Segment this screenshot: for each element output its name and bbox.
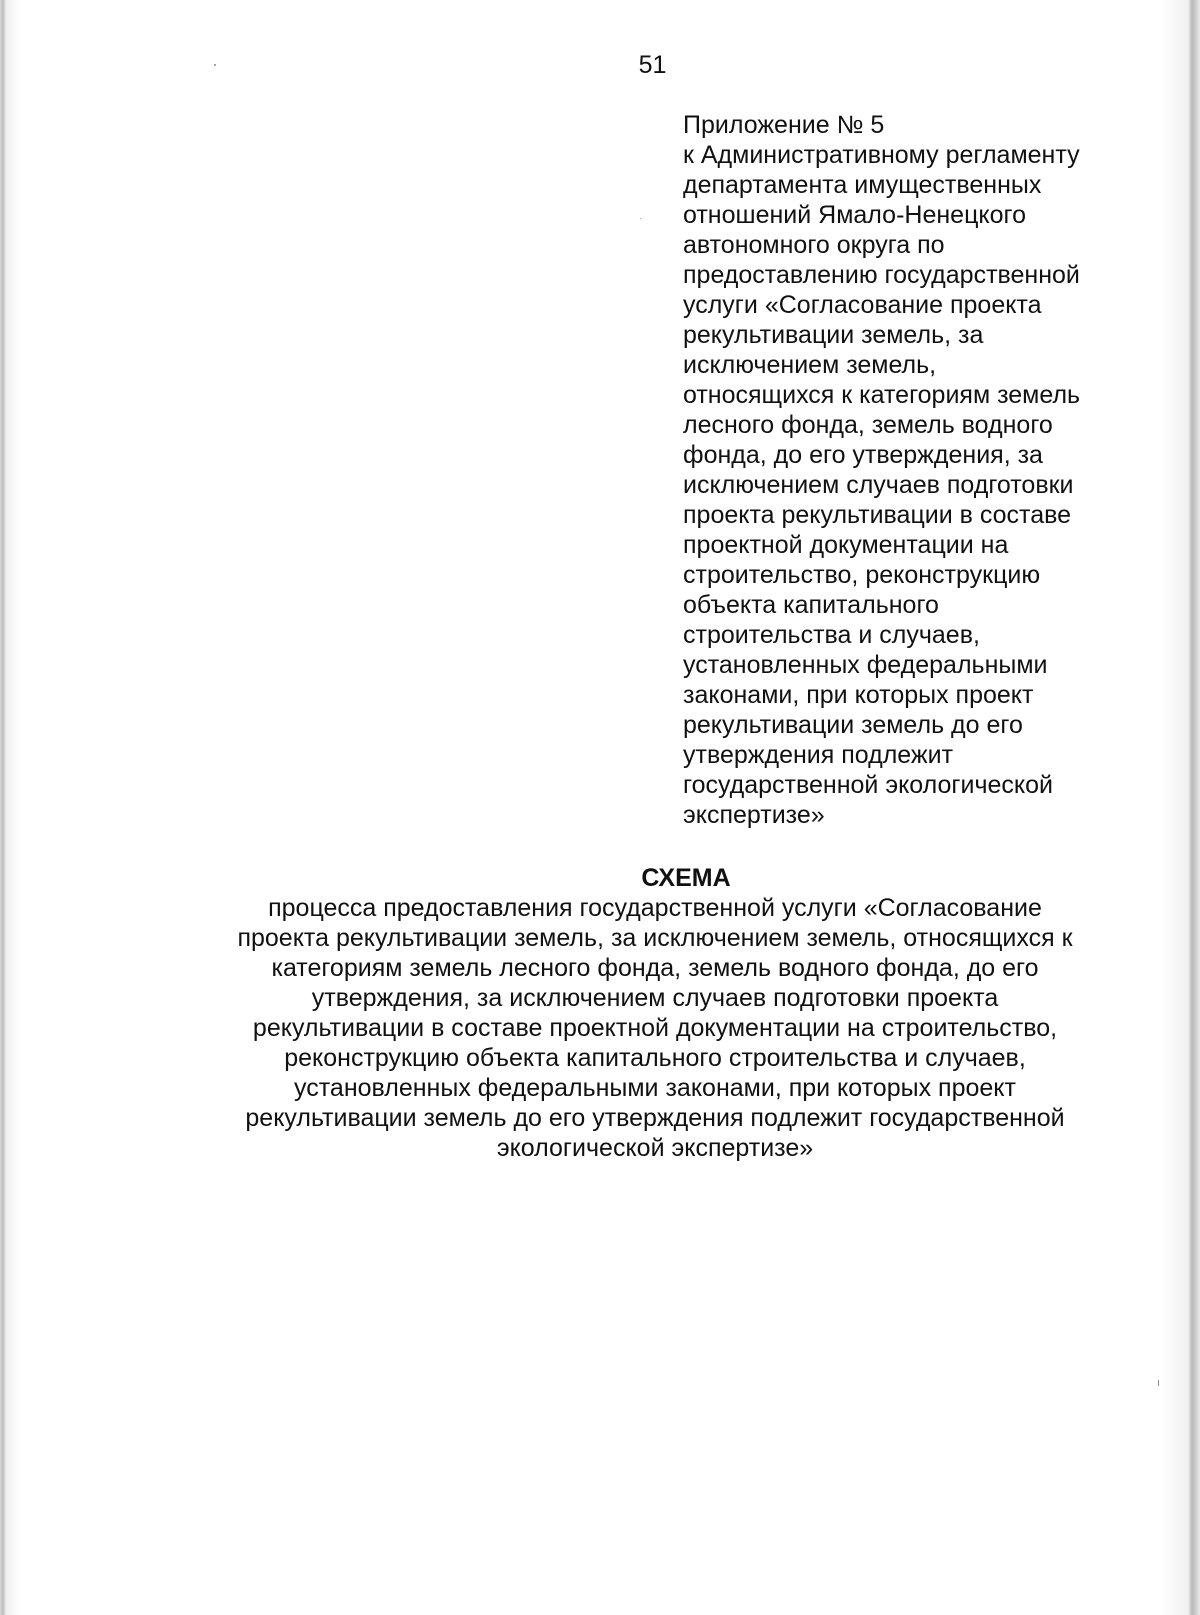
appendix-line: рекультивации земель до его — [683, 711, 1023, 739]
appendix-line: относящихся к категориям земель — [683, 381, 1081, 409]
appendix-line: исключением случаев подготовки — [683, 471, 1074, 499]
scheme-description-line: реконструкцию объекта капитального строительства и случаев, — [284, 1044, 1026, 1072]
appendix-line: исключением земель, — [683, 351, 937, 379]
appendix-line: фонда, до его утверждения, за — [683, 441, 1043, 469]
scheme-section — [180, 863, 1130, 1163]
appendix-line: автономного округа по — [683, 231, 945, 259]
appendix-line: строительства и случаев, — [683, 621, 980, 649]
appendix-line: объекта капитального — [683, 591, 939, 619]
scheme-description-line: проекта рекультивации земель, за исключением земель, относящихся к — [237, 924, 1073, 952]
appendix-line: департамента имущественных — [683, 171, 1042, 199]
appendix-line: строительство, реконструкцию — [683, 561, 1041, 589]
appendix-line: Приложение № 5 — [683, 111, 885, 139]
scheme-description-line: рекультивации в составе проектной документации на строительство, — [252, 1014, 1058, 1042]
appendix-block — [683, 110, 1153, 830]
appendix-line: утверждения подлежит — [683, 741, 954, 769]
scheme-description-line: категориям земель лесного фонда, земель водного фонда, до его — [271, 954, 1039, 982]
scheme-description — [180, 893, 1130, 1163]
page-number: 51 — [638, 51, 667, 79]
appendix-line: установленных федеральными — [683, 651, 1048, 679]
appendix-line: проекта рекультивации в составе — [683, 501, 1072, 529]
scan-speck — [640, 218, 641, 219]
appendix-line: законами, при которых проект — [683, 681, 1034, 709]
scheme-description-line: процесса предоставления государственной услуги «Согласование — [268, 894, 1042, 922]
appendix-line: отношений Ямало-Ненецкого — [683, 201, 1026, 229]
scheme-title: СХЕМА — [641, 864, 731, 892]
scheme-description-line: рекультивации земель до его утверждения подлежит государственной — [245, 1104, 1065, 1132]
scheme-description-line: установленных федеральными законами, при которых проект — [294, 1074, 1016, 1102]
appendix-line: к Административному регламенту — [683, 141, 1080, 169]
appendix-line: лесного фонда, земель водного — [683, 411, 1053, 439]
appendix-line: услуги «Согласование проекта — [683, 291, 1042, 319]
scan-right-edge — [1160, 0, 1200, 1615]
scheme-description-line: утверждения, за исключением случаев подготовки проекта — [311, 984, 999, 1012]
appendix-line: проектной документации на — [683, 531, 1009, 559]
scan-left-edge — [0, 0, 22, 1615]
appendix-line: экспертизе» — [683, 801, 825, 829]
appendix-line: государственной экологической — [683, 771, 1054, 799]
scan-speck — [1158, 1380, 1159, 1386]
scheme-description-line: экологической экспертизе» — [496, 1134, 814, 1162]
appendix-line: предоставлению государственной — [683, 261, 1080, 289]
appendix-line: рекультивации земель, за — [683, 321, 984, 349]
